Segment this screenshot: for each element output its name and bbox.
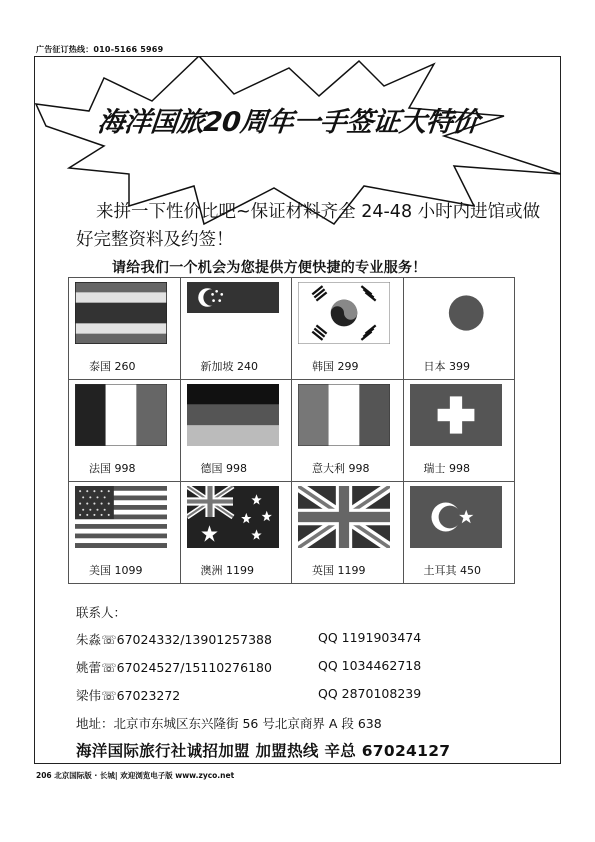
flag-price-label: 澳洲 1199 <box>200 564 254 577</box>
flag-price-label: 韩国 299 <box>312 360 359 373</box>
address: 地址：北京市东城区东兴隆街 56 号北京商界 A 段 638 <box>76 716 382 731</box>
france-flag-icon <box>75 384 167 446</box>
thailand-flag-icon <box>75 282 167 344</box>
flag-cell <box>69 380 181 482</box>
germany-flag-icon <box>187 384 279 446</box>
contact-qq: QQ 1191903474 <box>318 630 422 645</box>
uk-flag-icon <box>298 486 390 548</box>
singapore-flag-icon <box>187 282 279 344</box>
headline: 海洋国旅20周年一手签证大特价 <box>96 107 481 138</box>
franchise-slogan: 海洋国际旅行社诚招加盟 加盟热线 辛总 67024127 <box>76 742 451 760</box>
italy-flag-icon <box>298 384 390 446</box>
flag-cell <box>69 482 181 584</box>
usa-flag-icon <box>75 486 167 548</box>
intro-text: 来拼一下性价比吧~保证材料齐全 24-48 小时内进馆或做好完整资料及约签！ <box>76 202 541 250</box>
contacts-label: 联系人： <box>76 605 127 620</box>
flag-price-label: 英国 1199 <box>312 564 366 577</box>
flag-cell <box>292 278 404 380</box>
ad-hotline: 广告征订热线：010-5166 5969 <box>36 45 164 54</box>
flag-cell <box>69 278 181 380</box>
contact-phone: 姚蕾☏67024527/15110276180 <box>76 660 272 675</box>
contact-qq: QQ 2870108239 <box>318 686 422 701</box>
flag-price-table <box>68 277 515 584</box>
flag-price-label: 德国 998 <box>200 462 247 475</box>
service-slogan: 请给我们一个机会为您提供方便快捷的专业服务！ <box>112 260 427 276</box>
japan-flag-icon <box>410 282 502 344</box>
flag-price-label: 瑞士 998 <box>423 462 470 475</box>
flag-price-label: 意大利 998 <box>312 462 370 475</box>
flag-cell <box>403 278 515 380</box>
flag-price-label: 土耳其 450 <box>423 564 481 577</box>
contact-phone: 朱淼☏67024332/13901257388 <box>76 632 272 647</box>
contact-qq: QQ 1034462718 <box>318 658 422 673</box>
switzerland-flag-icon <box>410 384 502 446</box>
korea-flag-icon <box>298 282 390 344</box>
flag-cell <box>180 278 292 380</box>
flag-cell <box>180 482 292 584</box>
flag-price-label: 美国 1099 <box>89 564 143 577</box>
flag-cell <box>292 482 404 584</box>
flag-cell <box>403 380 515 482</box>
australia-flag-icon <box>187 486 279 548</box>
flag-price-label: 法国 998 <box>89 462 136 475</box>
flag-cell <box>403 482 515 584</box>
flag-price-label: 新加坡 240 <box>200 360 258 373</box>
contact-phone: 梁伟☏67023272 <box>76 688 181 703</box>
page-footer: 206 北京国际版 · 长城| 欢迎浏览电子版 www.zyco.net <box>36 771 235 780</box>
turkey-flag-icon <box>410 486 502 548</box>
flag-cell <box>180 380 292 482</box>
flag-price-label: 泰国 260 <box>89 360 136 373</box>
flag-price-label: 日本 399 <box>423 360 470 373</box>
flag-cell <box>292 380 404 482</box>
